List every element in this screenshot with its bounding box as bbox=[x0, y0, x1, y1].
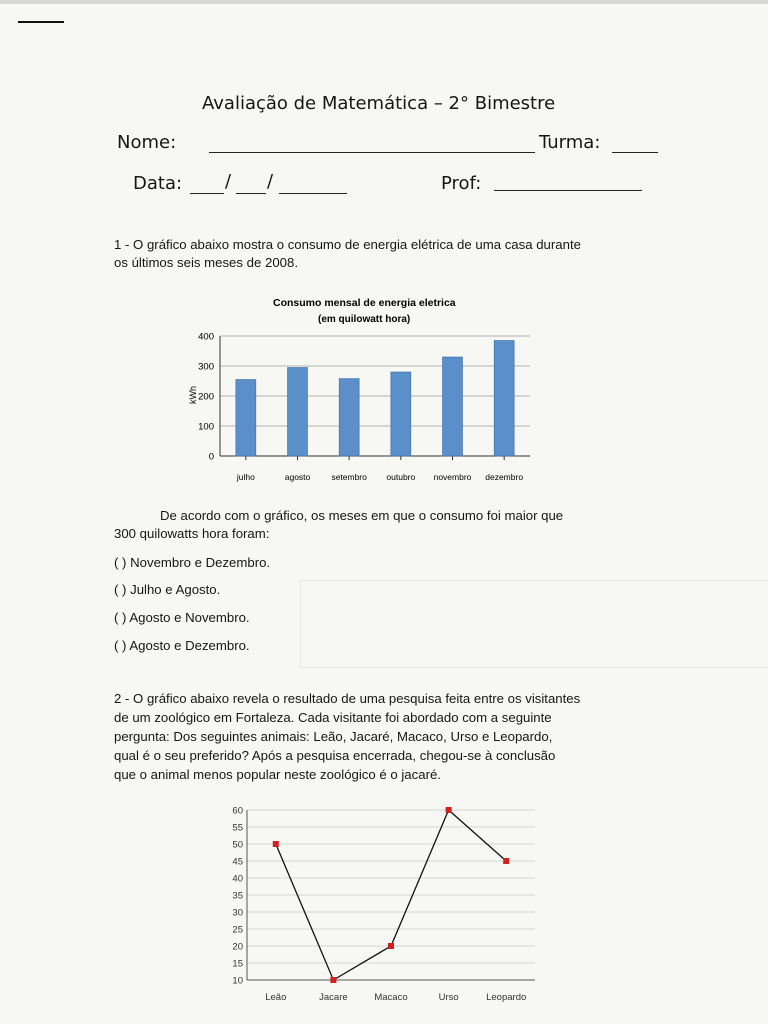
q1-option-d[interactable]: ( ) Agosto e Dezembro. bbox=[114, 638, 250, 653]
bar bbox=[391, 372, 411, 456]
q1-option-c[interactable]: ( ) Agosto e Novembro. bbox=[114, 610, 250, 625]
bar-x-tick-label: dezembro bbox=[485, 472, 524, 482]
scan-top-edge bbox=[0, 0, 768, 4]
line-x-tick-label: Leopardo bbox=[486, 992, 527, 1003]
line-point bbox=[503, 858, 509, 864]
q1-statement-line1: 1 - O gráfico abaixo mostra o consumo de energia elétrica de uma casa durante bbox=[114, 237, 581, 252]
bar-chart-ylabel: kWh bbox=[188, 386, 198, 404]
q1-option-a[interactable]: ( ) Novembro e Dezembro. bbox=[114, 555, 271, 570]
data-year-field[interactable] bbox=[279, 193, 347, 194]
line-y-tick-label: 60 bbox=[232, 805, 243, 817]
line-y-tick-label: 45 bbox=[232, 856, 243, 868]
q2-line3: pergunta: Dos seguintes animais: Leão, Jacaré, Macaco, Urso e Leopardo, bbox=[114, 729, 553, 744]
faint-scan-box bbox=[300, 580, 768, 668]
energy-bar-chart bbox=[180, 292, 540, 492]
nome-field[interactable] bbox=[209, 152, 535, 153]
data-label: Data: bbox=[133, 173, 183, 194]
line-y-tick-label: 25 bbox=[232, 924, 243, 936]
q2-line1: 2 - O gráfico abaixo revela o resultado de uma pesquisa feita entre os visitantes bbox=[114, 691, 581, 706]
bar-x-tick-label: novembro bbox=[433, 472, 472, 482]
bar-y-tick-label: 200 bbox=[198, 391, 214, 403]
line-y-tick-label: 20 bbox=[232, 941, 243, 953]
prof-label: Prof: bbox=[441, 173, 482, 194]
zoo-line-chart bbox=[195, 800, 545, 1010]
q2-line4: qual é o seu preferido? Após a pesquisa encerrada, chegou-se à conclusão bbox=[114, 748, 556, 763]
data-day-field[interactable] bbox=[190, 193, 224, 194]
line-y-tick-label: 50 bbox=[232, 839, 243, 851]
line-y-tick-label: 15 bbox=[232, 958, 243, 970]
line-y-tick-label: 40 bbox=[232, 873, 243, 885]
line-x-tick-label: Urso bbox=[438, 992, 459, 1003]
line-point bbox=[330, 977, 336, 983]
bar-x-tick-label: outubro bbox=[386, 472, 416, 482]
bar-y-tick-label: 100 bbox=[198, 421, 214, 433]
bar-chart-subtitle: (em quilowatt hora) bbox=[318, 314, 411, 325]
exam-title: Avaliação de Matemática – 2° Bimestre bbox=[202, 93, 556, 114]
corner-mark bbox=[18, 21, 64, 23]
bar-chart-title: Consumo mensal de energia eletrica bbox=[273, 297, 456, 309]
turma-label: Turma: bbox=[539, 132, 601, 153]
bar bbox=[288, 368, 308, 457]
bar-y-tick-label: 0 bbox=[208, 451, 214, 463]
q1-question-line2: 300 quilowatts hora foram: bbox=[114, 526, 270, 541]
line-point bbox=[446, 807, 452, 813]
q1-question-line1: De acordo com o gráfico, os meses em que o consumo foi maior que bbox=[160, 508, 564, 523]
line-x-tick-label: Macaco bbox=[374, 992, 408, 1003]
bar-x-tick-label: julho bbox=[236, 472, 255, 482]
bar-x-tick-label: agosto bbox=[284, 472, 311, 482]
q2-line5: que o animal menos popular neste zoológico é o jacaré. bbox=[114, 767, 441, 782]
data-slash: / bbox=[225, 171, 232, 192]
turma-field[interactable] bbox=[612, 152, 658, 153]
bar bbox=[494, 341, 514, 457]
prof-field[interactable] bbox=[494, 190, 642, 191]
q1-option-b[interactable]: ( ) Julho e Agosto. bbox=[114, 582, 221, 597]
line-y-tick-label: 10 bbox=[232, 975, 243, 987]
line-y-tick-label: 55 bbox=[232, 822, 243, 834]
line-y-tick-label: 30 bbox=[232, 907, 243, 919]
bar-x-tick-label: setembro bbox=[331, 472, 367, 482]
q2-line2: de um zoológico em Fortaleza. Cada visitante foi abordado com a seguinte bbox=[114, 710, 552, 725]
q1-statement-line2: os últimos seis meses de 2008. bbox=[114, 255, 298, 270]
data-month-field[interactable] bbox=[236, 193, 266, 194]
bar-y-tick-label: 400 bbox=[198, 331, 214, 343]
bar bbox=[236, 380, 256, 457]
bar-y-tick-label: 300 bbox=[198, 361, 214, 373]
line-x-tick-label: Jacare bbox=[319, 992, 348, 1003]
bar bbox=[443, 357, 463, 456]
line-x-tick-label: Leão bbox=[265, 992, 287, 1003]
data-slash: / bbox=[267, 171, 274, 192]
line-point bbox=[273, 841, 279, 847]
bar bbox=[339, 379, 359, 456]
line-point bbox=[388, 943, 394, 949]
line-y-tick-label: 35 bbox=[232, 890, 243, 902]
nome-label: Nome: bbox=[117, 132, 177, 153]
